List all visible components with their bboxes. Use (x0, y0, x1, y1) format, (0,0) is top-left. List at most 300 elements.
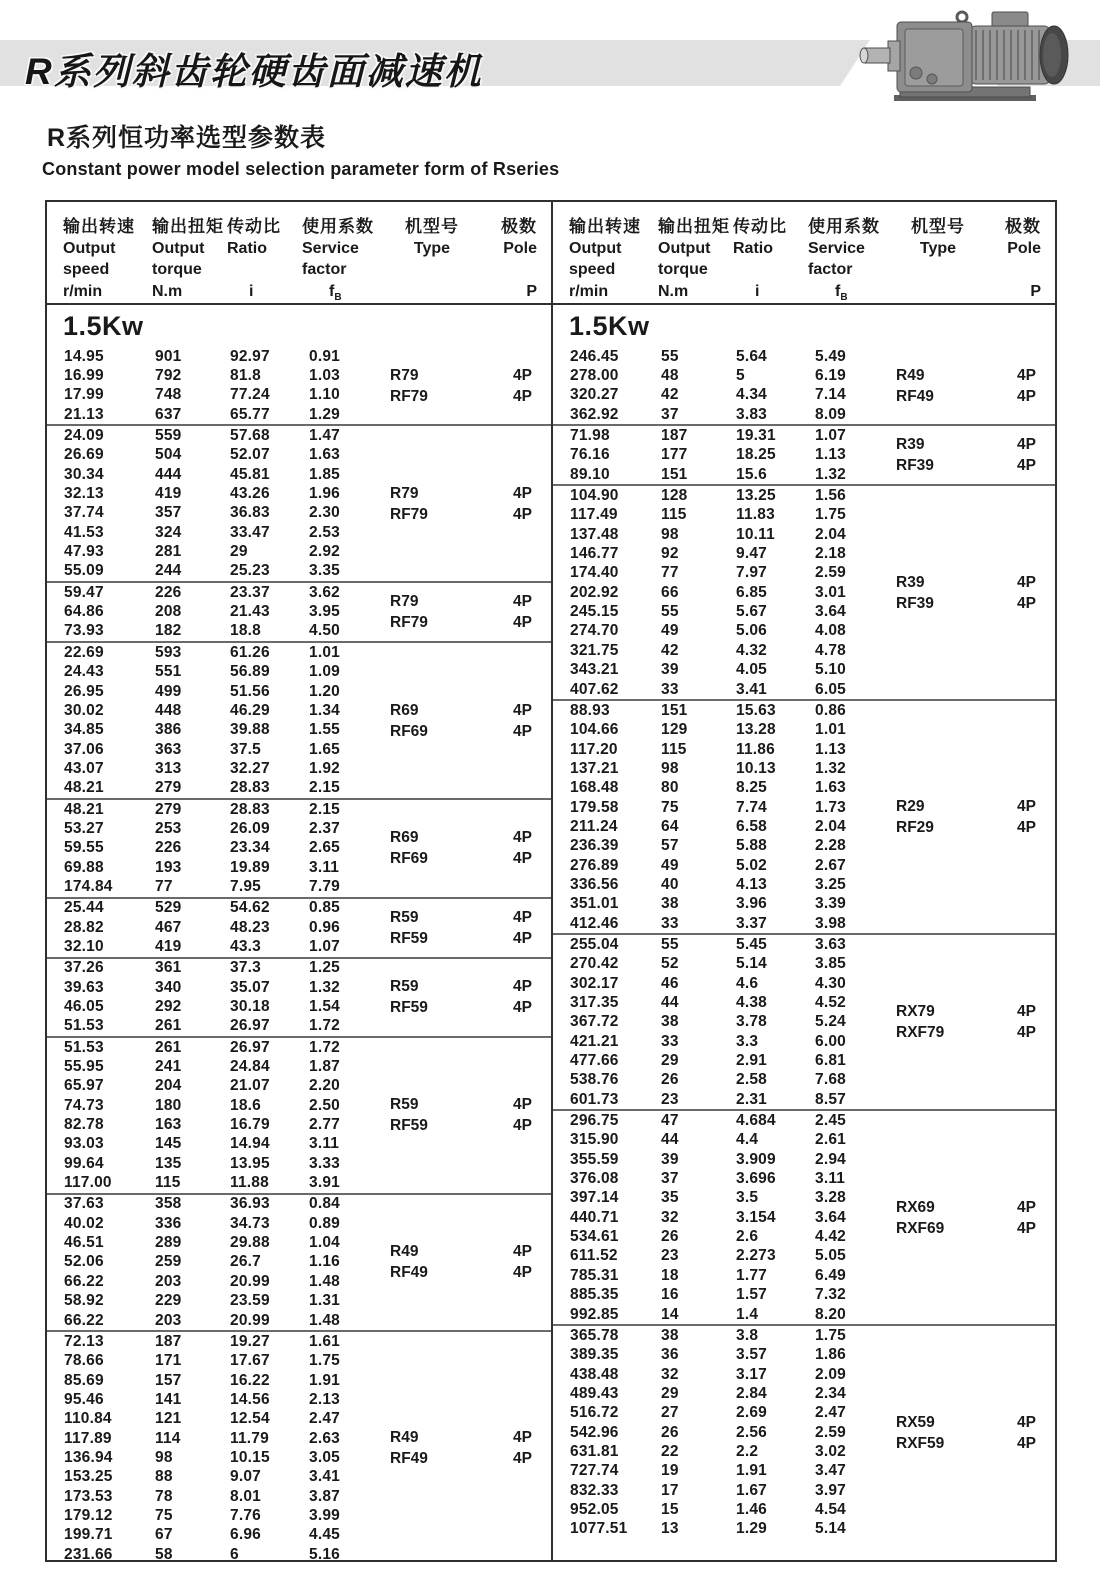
table-row (47, 386, 551, 405)
header-line: i (755, 282, 760, 300)
cell-speed: 389.35 (570, 1346, 619, 1364)
table-row (553, 680, 1055, 699)
pole-value: 4P (513, 1450, 532, 1468)
cell-factor: 8.20 (815, 1305, 846, 1323)
table-header (553, 202, 1055, 305)
cell-speed: 66.22 (64, 1311, 104, 1329)
cell-ratio: 29 (230, 543, 248, 561)
table-row (47, 701, 551, 720)
row-group (553, 1324, 1055, 1539)
table-row (47, 426, 551, 445)
type-name: RF79 (390, 505, 428, 523)
cell-torque: 78 (155, 1487, 173, 1505)
cell-ratio: 3.154 (736, 1208, 776, 1226)
cell-ratio: 43.26 (230, 485, 270, 503)
cell-ratio: 4.684 (736, 1112, 776, 1130)
cell-factor: 3.41 (309, 1468, 340, 1486)
cell-factor: 6.00 (815, 1032, 846, 1050)
cell-speed: 136.94 (64, 1448, 113, 1466)
cell-torque: 35 (661, 1189, 679, 1207)
type-label (390, 1094, 428, 1136)
cell-factor: 3.99 (309, 1506, 340, 1524)
pole-value: 4P (513, 484, 532, 502)
header-line: 使用系数 (808, 217, 880, 236)
cell-ratio: 10.15 (230, 1448, 270, 1466)
cell-speed: 58.92 (64, 1292, 104, 1310)
header-line: Pole (1007, 239, 1041, 257)
cell-speed: 153.25 (64, 1468, 113, 1486)
cell-speed: 631.81 (570, 1442, 619, 1460)
cell-factor: 1.32 (815, 465, 846, 483)
cell-ratio: 1.91 (736, 1462, 767, 1480)
pole-value: 4P (1017, 798, 1036, 816)
cell-speed: 534.61 (570, 1228, 619, 1246)
cell-torque: 17 (661, 1481, 679, 1499)
row-group (47, 897, 551, 957)
cell-ratio: 4.32 (736, 641, 767, 659)
type-name: R79 (390, 366, 419, 384)
cell-speed: 99.64 (64, 1154, 104, 1172)
cell-torque: 88 (155, 1468, 173, 1486)
cell-ratio: 4.6 (736, 974, 759, 992)
pole-value: 4P (513, 593, 532, 611)
cell-torque: 16 (661, 1286, 679, 1304)
banner-title: R系列斜齿轮硬齿面减速机 (25, 51, 483, 92)
cell-speed: 51.53 (64, 1038, 104, 1056)
cell-factor: 3.64 (815, 603, 846, 621)
section-title-zh: R系列恒功率选型参数表 (47, 124, 327, 152)
table-row (553, 1404, 1055, 1423)
cell-torque: 23 (661, 1247, 679, 1265)
type-name: R79 (390, 484, 419, 502)
cell-ratio: 7.76 (230, 1506, 261, 1524)
pole-value: 4P (1017, 457, 1036, 475)
cell-ratio: 3.17 (736, 1365, 767, 1383)
cell-factor: 1.91 (309, 1371, 340, 1389)
cell-torque: 52 (661, 955, 679, 973)
cell-ratio: 19.31 (736, 427, 776, 445)
pole-label (513, 1094, 532, 1136)
cell-ratio: 56.89 (230, 663, 270, 681)
table-row (553, 465, 1055, 484)
cell-factor: 1.16 (309, 1253, 340, 1271)
cell-speed: 59.47 (64, 583, 104, 601)
header-line: r/min (63, 282, 103, 300)
cell-torque: 363 (155, 740, 182, 758)
cell-ratio: 34.73 (230, 1214, 270, 1232)
table-row (553, 544, 1055, 563)
cell-factor: 3.11 (309, 858, 340, 876)
header-line: speed (569, 261, 616, 278)
table-row (47, 1487, 551, 1506)
cell-ratio: 5.45 (736, 935, 767, 953)
cell-factor: 1.29 (309, 405, 340, 423)
cell-ratio: 3.8 (736, 1326, 759, 1344)
cell-speed: 76.16 (570, 446, 610, 464)
type-name: RF59 (390, 999, 428, 1017)
cell-factor: 2.28 (815, 837, 846, 855)
pole-value: 4P (513, 701, 532, 719)
cell-factor: 3.01 (815, 583, 846, 601)
cell-speed: 355.59 (570, 1150, 619, 1168)
cell-torque: 792 (155, 367, 182, 385)
cell-torque: 203 (155, 1272, 182, 1290)
cell-torque: 32 (661, 1208, 679, 1226)
cell-speed: 89.10 (570, 465, 610, 483)
header-line: Ratio (227, 239, 267, 257)
cell-factor: 2.67 (815, 856, 846, 874)
cell-factor: 3.98 (815, 914, 846, 932)
cell-speed: 320.27 (570, 386, 619, 404)
cell-torque: 244 (155, 562, 182, 580)
cell-factor: 1.85 (309, 465, 340, 483)
cell-ratio: 2.84 (736, 1384, 767, 1402)
cell-ratio: 16.79 (230, 1116, 270, 1134)
cell-torque: 419 (155, 937, 182, 955)
header-line: Service (808, 239, 865, 257)
header-line: Type (413, 239, 451, 257)
cell-speed: 53.27 (64, 819, 104, 837)
table-row (553, 779, 1055, 798)
table-row (47, 622, 551, 641)
table-row (553, 1326, 1055, 1345)
cell-torque: 151 (661, 465, 688, 483)
cell-speed: 82.78 (64, 1116, 104, 1134)
cell-ratio: 5 (736, 367, 745, 385)
row-group (47, 1193, 551, 1330)
cell-ratio: 3.57 (736, 1346, 767, 1364)
pole-value: 4P (513, 999, 532, 1017)
cell-speed: 32.13 (64, 485, 104, 503)
cell-speed: 477.66 (570, 1052, 619, 1070)
table-row (47, 523, 551, 542)
cell-torque: 77 (155, 877, 173, 895)
power-label: 1.5Kw (63, 310, 144, 341)
cell-ratio: 11.79 (230, 1429, 269, 1447)
column-header-ratio (227, 216, 281, 302)
cell-factor: 1.96 (309, 485, 340, 503)
cell-factor: 1.47 (309, 427, 340, 445)
table-row (47, 1214, 551, 1233)
cell-torque: 241 (155, 1058, 182, 1076)
cell-factor: 8.09 (815, 405, 846, 423)
table-row (553, 525, 1055, 544)
table-row (47, 1272, 551, 1291)
cell-speed: 438.48 (570, 1365, 619, 1383)
cell-ratio: 52.07 (230, 446, 270, 464)
cell-factor: 1.32 (309, 978, 340, 996)
cell-speed: 78.66 (64, 1352, 104, 1370)
cell-speed: 34.85 (64, 721, 104, 739)
cell-factor: 1.87 (309, 1058, 340, 1076)
table-row (553, 1071, 1055, 1090)
pole-value: 4P (1017, 1198, 1036, 1216)
cell-factor: 7.68 (815, 1071, 846, 1089)
row-group (47, 1036, 551, 1193)
table-row (553, 1305, 1055, 1324)
cell-torque: 18 (661, 1266, 679, 1284)
cell-speed: 173.53 (64, 1487, 113, 1505)
cell-ratio: 1.29 (736, 1520, 767, 1538)
cell-ratio: 24.84 (230, 1058, 270, 1076)
cell-ratio: 4.4 (736, 1131, 759, 1149)
cell-torque: 180 (155, 1096, 182, 1114)
cell-factor: 3.64 (815, 1208, 846, 1226)
cell-factor: 4.08 (815, 622, 846, 640)
pole-value: 4P (1017, 1219, 1036, 1237)
cell-factor: 6.81 (815, 1052, 846, 1070)
header-line: 输出转速 (569, 217, 641, 236)
cell-torque: 38 (661, 1013, 679, 1031)
cell-torque: 182 (155, 622, 182, 640)
table-row (553, 1384, 1055, 1403)
cell-ratio: 10.11 (736, 525, 775, 543)
cell-torque: 504 (155, 446, 182, 464)
pole-label (1017, 1197, 1036, 1239)
cell-ratio: 3.41 (736, 680, 767, 698)
type-name: RF39 (896, 594, 934, 612)
cell-factor: 5.10 (815, 661, 846, 679)
cell-torque: 57 (661, 837, 679, 855)
cell-speed: 74.73 (64, 1096, 104, 1114)
pole-value: 4P (1017, 366, 1036, 384)
cell-speed: 351.01 (570, 895, 619, 913)
cell-ratio: 23.59 (230, 1292, 270, 1310)
table-row (553, 740, 1055, 759)
table-row (553, 641, 1055, 660)
cell-torque: 38 (661, 895, 679, 913)
type-name: RX59 (896, 1413, 935, 1431)
cell-torque: 55 (661, 935, 679, 953)
column-header-pole (501, 216, 537, 302)
pole-value: 4P (513, 1429, 532, 1447)
cell-speed: 412.46 (570, 914, 619, 932)
cell-speed: 421.21 (570, 1032, 619, 1050)
header-line: Type (919, 239, 957, 257)
pole-value: 4P (513, 387, 532, 405)
row-group (47, 957, 551, 1036)
cell-factor: 2.47 (309, 1410, 340, 1428)
type-name: R39 (896, 436, 925, 454)
cell-ratio: 7.74 (736, 798, 767, 816)
cell-ratio: 5.06 (736, 622, 767, 640)
cell-speed: 71.98 (570, 427, 610, 445)
pole-value: 4P (1017, 436, 1036, 454)
table-row (47, 740, 551, 759)
table-row (553, 1423, 1055, 1442)
table-row (553, 366, 1055, 385)
cell-torque: 114 (155, 1429, 181, 1447)
cell-torque: 261 (155, 1017, 182, 1035)
table-row (553, 1227, 1055, 1246)
pole-value: 4P (1017, 1413, 1036, 1431)
table-row (47, 997, 551, 1016)
cell-ratio: 37.5 (230, 740, 261, 758)
cell-speed: 315.90 (570, 1131, 619, 1149)
cell-torque: 637 (155, 405, 182, 423)
pole-label (513, 1427, 532, 1469)
cell-factor: 1.75 (309, 1352, 340, 1370)
cell-ratio: 54.62 (230, 899, 270, 917)
type-name: R49 (390, 1429, 419, 1447)
table-row (47, 759, 551, 778)
power-label: 1.5Kw (569, 310, 650, 341)
table-row (47, 484, 551, 503)
column-header-ratio (733, 216, 787, 302)
cell-torque: 115 (661, 506, 687, 524)
cell-torque: 901 (155, 347, 182, 365)
cell-ratio: 65.77 (230, 405, 270, 423)
cell-ratio: 2.273 (736, 1247, 776, 1265)
cell-speed: 30.34 (64, 465, 104, 483)
cell-ratio: 11.88 (230, 1174, 269, 1192)
table-row (553, 1051, 1055, 1070)
cell-factor: 3.28 (815, 1189, 846, 1207)
type-name: RX79 (896, 1003, 935, 1021)
cell-torque: 204 (155, 1077, 182, 1095)
cell-speed: 46.51 (64, 1234, 104, 1252)
cell-torque: 42 (661, 386, 679, 404)
column-header-type (858, 216, 1018, 259)
header-line: 机型号 (911, 217, 965, 236)
cell-torque: 340 (155, 978, 182, 996)
cell-speed: 25.44 (64, 899, 104, 917)
table-row (47, 858, 551, 877)
cell-speed: 51.53 (64, 1017, 104, 1035)
table-row (47, 562, 551, 581)
pole-value: 4P (513, 614, 532, 632)
cell-ratio: 33.47 (230, 523, 270, 541)
cell-factor: 1.20 (309, 682, 340, 700)
cell-speed: 270.42 (570, 955, 619, 973)
pole-value: 4P (1017, 1024, 1036, 1042)
cell-speed: 296.75 (570, 1112, 619, 1130)
type-label (896, 572, 934, 614)
cell-speed: 174.40 (570, 564, 619, 582)
cell-ratio: 14.56 (230, 1390, 270, 1408)
table-row (553, 1365, 1055, 1384)
table-row (47, 1195, 551, 1214)
gear-motor-image (842, 4, 1092, 106)
table-row (47, 1292, 551, 1311)
header-line: torque (152, 261, 202, 278)
cell-torque: 29 (661, 1052, 679, 1070)
cell-factor: 1.92 (309, 759, 340, 777)
type-name: R59 (390, 978, 419, 996)
cell-torque: 26 (661, 1071, 679, 1089)
cell-factor: 7.32 (815, 1286, 846, 1304)
table-row (553, 935, 1055, 954)
table-row (553, 721, 1055, 740)
table-row (47, 347, 551, 366)
cell-factor: 1.75 (815, 506, 846, 524)
table-row (47, 1077, 551, 1096)
cell-torque: 13 (661, 1520, 679, 1538)
cell-speed: 362.92 (570, 405, 619, 423)
cell-speed: 21.13 (64, 405, 104, 423)
cell-torque: 49 (661, 856, 679, 874)
table-row (553, 506, 1055, 525)
cell-speed: 104.90 (570, 487, 619, 505)
row-group (47, 798, 551, 897)
cell-torque: 279 (155, 800, 182, 818)
cell-ratio: 2.6 (736, 1228, 759, 1246)
cell-speed: 302.17 (570, 974, 619, 992)
cell-ratio: 5.14 (736, 955, 767, 973)
cell-ratio: 4.38 (736, 994, 767, 1012)
cell-factor: 2.37 (309, 819, 340, 837)
table-row (47, 839, 551, 858)
pole-value: 4P (513, 505, 532, 523)
cell-torque: 42 (661, 641, 679, 659)
type-label (390, 591, 428, 633)
header-line: 传动比 (733, 217, 787, 236)
table-row (553, 993, 1055, 1012)
cell-factor: 2.09 (815, 1365, 846, 1383)
cell-ratio: 5.64 (736, 347, 767, 365)
cell-factor: 3.05 (309, 1448, 340, 1466)
cell-torque: 419 (155, 485, 182, 503)
pole-label (1017, 1412, 1036, 1454)
cell-ratio: 43.3 (230, 937, 261, 955)
cell-speed: 66.22 (64, 1272, 104, 1290)
cell-torque: 386 (155, 721, 182, 739)
table-row (47, 1390, 551, 1409)
cell-factor: 3.33 (309, 1154, 340, 1172)
pole-label (513, 1241, 532, 1283)
cell-ratio: 37.3 (230, 959, 261, 977)
cell-torque: 193 (155, 858, 182, 876)
table-row (553, 486, 1055, 505)
cell-ratio: 5.67 (736, 603, 767, 621)
cell-torque: 98 (155, 1448, 173, 1466)
cell-factor: 2.04 (815, 817, 846, 835)
table-row (553, 602, 1055, 621)
cell-ratio: 13.25 (736, 487, 776, 505)
cell-factor: 3.63 (815, 935, 846, 953)
row-group (553, 424, 1055, 484)
cell-ratio: 4.34 (736, 386, 767, 404)
header-line (1005, 259, 1041, 281)
cell-ratio: 2.58 (736, 1071, 767, 1089)
cell-speed: 317.35 (570, 994, 619, 1012)
cell-ratio: 6.58 (736, 817, 767, 835)
cell-factor: 1.48 (309, 1311, 340, 1329)
pole-value: 4P (1017, 594, 1036, 612)
cell-ratio: 3.78 (736, 1013, 767, 1031)
cell-torque: 551 (155, 663, 182, 681)
cell-speed: 174.84 (64, 877, 113, 895)
type-label (390, 976, 428, 1018)
cell-speed: 137.21 (570, 759, 619, 777)
header-line: $f_B$ (835, 282, 848, 303)
cell-speed: 37.63 (64, 1195, 104, 1213)
type-name: RF59 (390, 929, 428, 947)
cell-torque: 229 (155, 1292, 182, 1310)
table-row (47, 663, 551, 682)
table-half-right (551, 202, 1055, 1560)
table-row (47, 1233, 551, 1252)
header-line: speed (63, 261, 110, 278)
table-row (553, 1462, 1055, 1481)
type-name: R49 (896, 366, 925, 384)
cell-factor: 2.63 (309, 1429, 340, 1447)
cell-factor: 2.50 (309, 1096, 340, 1114)
type-label (896, 1197, 944, 1239)
cell-ratio: 2.91 (736, 1052, 767, 1070)
cell-ratio: 36.83 (230, 504, 270, 522)
cell-factor: 1.01 (815, 721, 846, 739)
